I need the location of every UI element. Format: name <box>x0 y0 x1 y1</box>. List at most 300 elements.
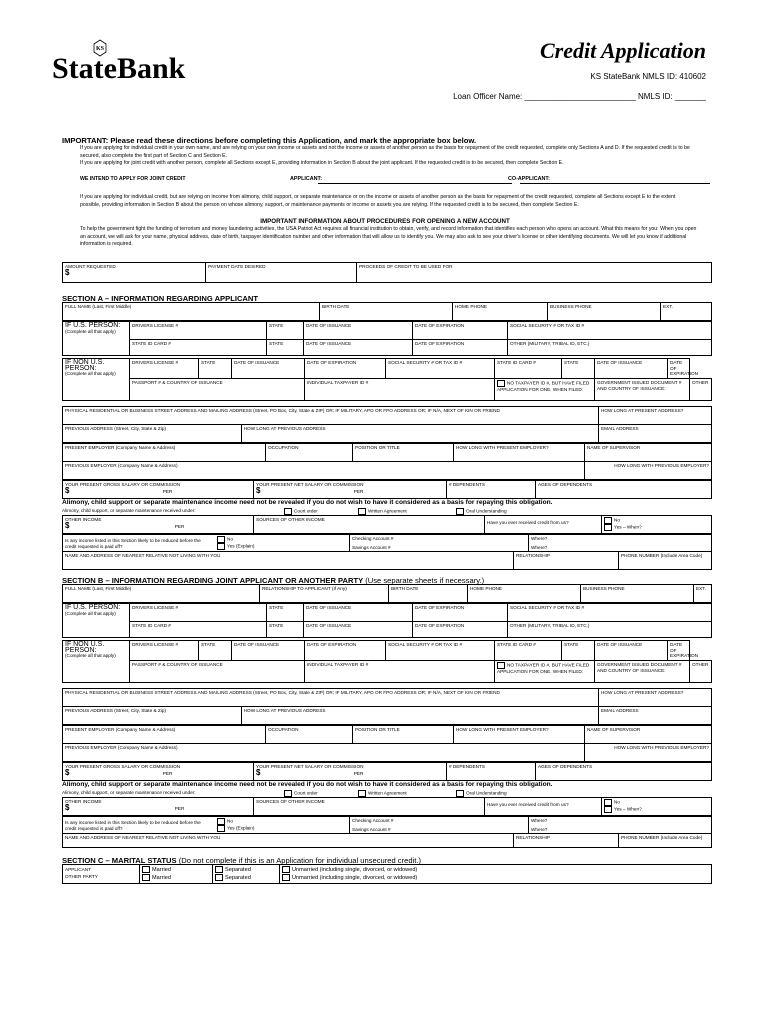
b-previous-employer-cell[interactable] <box>63 744 585 762</box>
a-drivers-license-cell[interactable] <box>130 322 267 340</box>
b-nonus-expiration-cell[interactable] <box>305 641 386 661</box>
b-ages-dependents-label: AGES OF DEPENDENTS <box>538 764 593 769</box>
b-ext-label: EXT. <box>696 586 706 591</box>
a-state-label: STATE <box>269 323 284 328</box>
b-state-label: STATE <box>269 605 284 610</box>
a-how-long-employer-cell[interactable] <box>454 444 585 462</box>
a-nonus-issuance-2-cell[interactable] <box>595 359 668 379</box>
section-a-title: SECTION A – INFORMATION REGARDING APPLICANT <box>62 294 259 303</box>
a-nonus-dl-label: DRIVERS LICENSE # <box>132 360 179 365</box>
b-sources-other-income-cell[interactable] <box>254 798 485 816</box>
intro-paragraph-2: If you are applying for joint credit with another person, complete all Sections except E, providing information in Section B about the joint applicant. If the requested credit is to be secured, then complete Section E. <box>80 160 564 166</box>
b-state-id-cell[interactable] <box>130 622 267 638</box>
intro-paragraph-4: To help the government fight the funding of terrorism and money laundering activities, the USA Patriot Act requires all financial institution to obtain, verify, and record information that identifies each person who opens an account. What this means for you: When you open an account, we will ask for your name, physical address, date of birth, taxpayer identification number and other information that will allow us to identify you. We may also ask to see your driver's license or other identifying documents. We will let you know if additional information is required. <box>80 226 697 248</box>
a-previous-employer-cell[interactable] <box>63 462 585 480</box>
applicant-married-label: Married <box>152 866 171 873</box>
a-how-long-present-label: HOW LONG AT PRESENT ADDRESS? <box>601 408 684 413</box>
applicant-separated-label: Separated <box>225 866 251 873</box>
intro-paragraph-3: If you are applying for individual credit, but are relying on income from alimony, child support, or separate maintenance or on the income or assets of another person as the basis for repayment of the credit requested, complete all Sections except E to the extent possible, providing information in Section B about the person on whose alimony, support, or maintenance payments or income or assets you are relying. If the requested credit is to be secured, then complete Section E. <box>80 194 676 208</box>
a-ages-dependents-label: AGES OF DEPENDENTS <box>538 482 593 487</box>
a-passport-label: PASSPORT # & COUNTRY OF ISSUANCE <box>132 380 223 385</box>
a-gross-per: PER <box>162 488 173 494</box>
applicant-label: APPLICANT: <box>290 176 323 182</box>
b-other-income-per: PER <box>174 805 185 811</box>
b-previous-employer-label: PREVIOUS EMPLOYER (Company Name & Address) <box>65 745 178 750</box>
amount-dollar: $ <box>65 267 70 277</box>
b-sources-other-income-label: SOURCES OF OTHER INCOME <box>256 799 325 804</box>
b-individual-taxpayer-label: INDIVIDUAL TAXPAYER ID # <box>307 662 369 667</box>
a-home-phone-cell[interactable] <box>453 303 548 321</box>
applicant-separated-checkbox[interactable] <box>215 866 223 873</box>
a-accounts-cell[interactable] <box>350 535 529 552</box>
a-net-per: PER <box>353 488 364 494</box>
b-ever-received-label: Have you ever received credit from us? <box>487 802 569 807</box>
a-checking-label: Checking Account # <box>352 536 394 541</box>
b-expiration-cell[interactable] <box>413 604 508 622</box>
a-individual-taxpayer-cell[interactable] <box>305 379 495 401</box>
a-income-reduced-no-label: No <box>227 536 233 542</box>
b-ever-received-no-checkbox[interactable] <box>604 799 612 806</box>
b-occupation-cell[interactable] <box>266 726 353 744</box>
a-ever-received-no-label: No <box>614 517 620 523</box>
a-occupation-label: OCCUPATION <box>268 445 299 450</box>
important-heading: IMPORTANT: Please read these directions before completing this Application, and mark the appropriate box below. <box>62 136 477 145</box>
b-expiration-2-label: DATE OF EXPIRATION <box>415 623 465 628</box>
a-state-2-label: STATE <box>269 341 284 346</box>
a-ext-cell[interactable] <box>661 303 712 321</box>
b-ever-received-options <box>602 798 712 816</box>
a-nearest-relative-cell[interactable] <box>63 552 514 570</box>
a-gross-dollar: $ <box>65 485 70 495</box>
amount-requested-cell[interactable] <box>63 263 206 283</box>
b-supervisor-label: NAME OF SUPERVISOR <box>587 727 641 732</box>
b-dependents-cell[interactable] <box>447 763 536 781</box>
a-nonus-ssn-cell[interactable] <box>386 359 495 379</box>
b-issuance-2-cell[interactable] <box>304 622 413 638</box>
section-a-block <box>62 302 712 580</box>
b-state-cell[interactable] <box>267 604 304 622</box>
proceeds-cell[interactable] <box>357 263 712 283</box>
b-court-order-checkbox[interactable] <box>284 790 292 797</box>
a-net-salary-label: YOUR PRESENT NET SALARY OR COMMISSION <box>256 482 364 487</box>
a-how-long-previous-cell[interactable] <box>241 425 598 443</box>
a-supervisor-label: NAME OF SUPERVISOR <box>587 445 641 450</box>
a-issuance-2-label: DATE OF ISSUANCE <box>306 341 352 346</box>
a-sources-other-income-label: SOURCES OF OTHER INCOME <box>256 517 325 522</box>
b-us-person-cell <box>63 604 130 638</box>
a-relationship-label: RELATIONSHIP <box>516 553 551 558</box>
b-previous-address-label: PREVIOUS ADDRESS (Street, City, State & Zip) <box>65 708 166 713</box>
b-no-taxpayer-checkbox[interactable] <box>497 662 505 669</box>
a-other-income-per: PER <box>174 523 185 529</box>
section-c-title: SECTION C – MARITAL STATUS <box>62 856 177 865</box>
b-where-1-label: Where? <box>531 818 548 823</box>
a-occupation-cell[interactable] <box>266 444 353 462</box>
a-passport-cell[interactable] <box>130 379 305 401</box>
other-separated-checkbox[interactable] <box>215 874 223 881</box>
a-other-military-label: OTHER (MILITARY, TRIBAL ID, ETC.) <box>510 341 590 346</box>
a-other-income-label: OTHER INCOME <box>65 517 102 522</box>
b-other-income-cell[interactable] <box>63 798 254 816</box>
b-occupation-label: OCCUPATION <box>268 727 299 732</box>
b-income-reduced-cell <box>63 817 216 834</box>
b-email-cell[interactable] <box>599 707 712 725</box>
b-non-us-complete-all: (Complete all that apply) <box>65 653 116 659</box>
b-full-name-label: FULL NAME (Last, First Middle) <box>65 586 132 591</box>
b-nonus-state-2-cell[interactable] <box>562 641 595 661</box>
a-supervisor-cell[interactable] <box>585 444 712 462</box>
b-no-taxpayer-cell[interactable] <box>495 661 595 683</box>
a-income-reduced-yes-checkbox[interactable] <box>217 543 225 550</box>
amount-requested-label: AMOUNT REQUESTED <box>65 264 116 269</box>
a-where-cell[interactable] <box>529 535 712 552</box>
a-dependents-label: # DEPENDENTS <box>449 482 485 487</box>
intro-paragraph-1: If you are applying for individual credit in your own name, and are relying on your own income or assets and not the income or assets of another person as the basis for repayment of the credit requested, complete only Sections A and D. If the requested credit is to be secured, also complete the first part of Section C and Section E. <box>80 145 690 159</box>
a-no-taxpayer-cell[interactable] <box>495 379 595 401</box>
marital-party-labels <box>63 865 140 884</box>
a-gov-doc-cell[interactable] <box>595 379 690 401</box>
a-ever-received-options <box>602 516 712 534</box>
a-nonus-state-cell[interactable] <box>199 359 232 379</box>
a-nonus-expiration-2-label: DATE OF EXPIRATION <box>670 360 699 377</box>
a-written-agreement-label: Written Agreement <box>368 508 407 514</box>
applicant-unmarried-checkbox[interactable] <box>282 866 290 873</box>
b-nonus-issuance-label: DATE OF ISSUANCE <box>234 642 280 647</box>
b-gross-per: PER <box>162 770 173 776</box>
other-unmarried-label: Unmarried (including single, divorced, or widowed) <box>292 874 418 881</box>
a-non-us-label: IF NON U.S. PERSON: <box>65 359 105 372</box>
b-other-income-dollar: $ <box>65 802 70 812</box>
a-how-long-prev-employer-cell[interactable] <box>585 462 712 480</box>
a-ever-received-yes-checkbox[interactable] <box>604 524 612 531</box>
a-nonus-issuance-label: DATE OF ISSUANCE <box>234 360 280 365</box>
a-issuance-label: DATE OF ISSUANCE <box>306 323 352 328</box>
b-nonus-state-id-label: STATE ID CARD # <box>497 642 536 647</box>
b-net-per: PER <box>353 770 364 776</box>
b-issuance-label: DATE OF ISSUANCE <box>306 605 352 610</box>
section-b-note: (Use separate sheets if necessary.) <box>365 576 485 585</box>
a-state-id-cell[interactable] <box>130 340 267 356</box>
marital-applicant-label: APPLICANT <box>65 867 92 872</box>
a-expiration-label: DATE OF EXPIRATION <box>415 323 465 328</box>
b-state-2-label: STATE <box>269 623 284 628</box>
a-phone-number-label: PHONE NUMBER (Include Area Code) <box>621 553 703 558</box>
b-written-agreement-checkbox[interactable] <box>358 790 366 797</box>
a-how-long-previous-label: HOW LONG AT PREVIOUS ADDRESS <box>243 426 326 431</box>
a-us-person-cell <box>63 322 130 356</box>
b-drivers-license-cell[interactable] <box>130 604 267 622</box>
a-state-id-label: STATE ID CARD # <box>132 341 171 346</box>
b-relationship-cell[interactable] <box>514 834 619 848</box>
a-position-label: POSITION OR TITLE <box>355 445 400 450</box>
a-other-income-cell[interactable] <box>63 516 254 534</box>
b-previous-address-cell[interactable] <box>63 707 242 725</box>
b-nonus-state-id-cell[interactable] <box>495 641 562 661</box>
a-nonus-expiration-label: DATE OF EXPIRATION <box>307 360 357 365</box>
b-other-label: OTHER <box>692 662 709 667</box>
b-nonus-state-2-label: STATE <box>564 642 579 647</box>
b-checking-label: Checking Account # <box>352 818 394 823</box>
a-nonus-issuance-cell[interactable] <box>232 359 305 379</box>
a-nonus-expiration-cell[interactable] <box>305 359 386 379</box>
a-ssn-label: SOCIAL SECURITY # OR TAX ID # <box>510 323 585 328</box>
other-married-checkbox[interactable] <box>142 874 150 881</box>
b-ages-dependents-cell[interactable] <box>536 763 712 781</box>
b-how-long-prev-employer-cell[interactable] <box>585 744 712 762</box>
a-home-phone-label: HOME PHONE <box>455 304 488 309</box>
a-physical-address-cell[interactable] <box>63 407 599 425</box>
b-ever-received-cell <box>485 798 602 816</box>
b-full-name-cell[interactable] <box>63 585 260 603</box>
b-expiration-2-cell[interactable] <box>413 622 508 638</box>
b-birth-date-cell[interactable] <box>389 585 468 603</box>
b-no-taxpayer-label: NO TAXPAYER ID #, BUT HAVE FILED APPLICATION FOR ONE. WHEN FILED: <box>497 662 590 674</box>
b-oral-understanding-checkbox[interactable] <box>456 790 464 797</box>
a-non-us-complete-all: (Complete all that apply) <box>65 371 116 377</box>
b-where-2-label: Where? <box>531 826 548 832</box>
b-where-cell[interactable] <box>529 817 712 834</box>
a-previous-address-cell[interactable] <box>63 425 242 443</box>
a-previous-address-label: PREVIOUS ADDRESS (Street, City, State & Zip) <box>65 426 166 431</box>
b-issuance-cell[interactable] <box>304 604 413 622</box>
co-applicant-signature-line[interactable] <box>520 183 710 184</box>
b-how-long-previous-cell[interactable] <box>241 707 598 725</box>
b-business-phone-cell[interactable] <box>581 585 694 603</box>
b-nearest-relative-label: NAME AND ADDRESS OF NEAREST RELATIVE NOT LIVING WITH YOU <box>65 835 221 840</box>
marital-status-table <box>62 864 712 884</box>
b-other-military-label: OTHER (MILITARY, TRIBAL ID, ETC.) <box>510 623 590 628</box>
b-accounts-cell[interactable] <box>350 817 529 834</box>
other-unmarried-checkbox[interactable] <box>282 874 290 881</box>
a-nonus-state-label: STATE <box>201 360 216 365</box>
b-non-us-label: IF NON U.S. PERSON: <box>65 641 105 654</box>
a-where-2-label: Where? <box>531 544 548 550</box>
b-nonus-issuance-cell[interactable] <box>232 641 305 661</box>
a-previous-employer-label: PREVIOUS EMPLOYER (Company Name & Address) <box>65 463 178 468</box>
b-nonus-expiration-label: DATE OF EXPIRATION <box>307 642 357 647</box>
b-gov-doc-cell[interactable] <box>595 661 690 683</box>
a-nonus-expiration-2-cell[interactable] <box>668 359 699 379</box>
a-phone-number-cell[interactable] <box>619 552 712 570</box>
b-physical-address-cell[interactable] <box>63 689 599 707</box>
payment-date-label: PAYMENT DATE DESIRED <box>208 264 266 269</box>
b-other-military-cell[interactable] <box>508 622 712 638</box>
section-c-note: (Do not complete if this is an Application for individual unsecured credit.) <box>178 856 422 865</box>
b-nonus-dl-label: DRIVERS LICENSE # <box>132 642 179 647</box>
b-savings-label: Savings Account # <box>352 826 391 832</box>
b-written-agreement-label: Written Agreement <box>368 790 407 796</box>
a-birth-date-cell[interactable] <box>320 303 453 321</box>
b-business-phone-label: BUSINESS PHONE <box>583 586 625 591</box>
a-ages-dependents-cell[interactable] <box>536 481 712 499</box>
b-present-employer-cell[interactable] <box>63 726 266 744</box>
a-net-dollar: $ <box>256 485 261 495</box>
a-drivers-license-label: DRIVERS LICENSE # <box>132 323 179 328</box>
b-net-salary-label: YOUR PRESENT NET SALARY OR COMMISSION <box>256 764 364 769</box>
a-oral-understanding-checkbox[interactable] <box>456 508 464 515</box>
applicant-signature-line[interactable] <box>318 183 512 184</box>
b-how-long-employer-cell[interactable] <box>454 726 585 744</box>
a-nonus-state-id-cell[interactable] <box>495 359 562 379</box>
a-gross-salary-cell[interactable] <box>63 481 254 499</box>
a-ever-received-label: Have you ever received credit from us? <box>487 520 569 525</box>
b-other-cell[interactable] <box>690 661 712 683</box>
page-title: Credit Application <box>539 38 706 63</box>
a-email-cell[interactable] <box>599 425 712 443</box>
b-income-reduced-options <box>215 817 350 834</box>
b-net-dollar: $ <box>256 767 261 777</box>
b-ext-cell[interactable] <box>694 585 712 603</box>
b-nonus-dl-cell[interactable] <box>130 641 199 661</box>
b-income-reduced-yes-checkbox[interactable] <box>217 825 225 832</box>
b-income-reduced-no-label: No <box>227 818 233 824</box>
b-us-complete-all: (Complete all that apply) <box>65 610 116 616</box>
a-issuance-cell[interactable] <box>304 322 413 340</box>
b-alimony-heading: Alimony, child support or separate maintenance income need not be revealed if you do not wish to have it considered as a basis for repaying this obligation. <box>62 781 553 788</box>
a-state-cell[interactable] <box>267 322 304 340</box>
a-expiration-cell[interactable] <box>413 322 508 340</box>
b-gross-salary-label: YOUR PRESENT GROSS SALARY OR COMMISSION <box>65 764 181 769</box>
a-how-long-present-cell[interactable] <box>599 407 712 425</box>
b-how-long-employer-label: HOW LONG WITH PRESENT EMPLOYER? <box>456 727 549 732</box>
loan-officer-field[interactable]: Loan Officer Name: _________________________ NMLS ID: _______ <box>453 92 706 101</box>
a-nonus-dl-cell[interactable] <box>130 359 199 379</box>
a-ssn-cell[interactable] <box>508 322 712 340</box>
a-nonus-state-id-label: STATE ID CARD # <box>497 360 536 365</box>
logo-small-text: KS <box>95 46 105 52</box>
b-dependents-label: # DEPENDENTS <box>449 764 485 769</box>
marital-married-col <box>140 865 213 884</box>
b-nonus-ssn-cell[interactable] <box>386 641 495 661</box>
payment-date-cell[interactable] <box>206 263 357 283</box>
a-nonus-state-2-cell[interactable] <box>562 359 595 379</box>
a-no-taxpayer-checkbox[interactable] <box>497 380 505 387</box>
logo-text: StateBank <box>52 52 186 85</box>
a-income-reduced-no-checkbox[interactable] <box>217 536 225 543</box>
a-where-1-label: Where? <box>531 536 548 541</box>
b-gross-dollar: $ <box>65 767 70 777</box>
b-home-phone-cell[interactable] <box>468 585 581 603</box>
a-savings-label: Savings Account # <box>352 544 391 550</box>
a-alimony-heading: Alimony, child support or separate maintenance income need not be revealed if you do not wish to have it considered as a basis for repaying this obligation. <box>62 499 553 506</box>
a-present-employer-cell[interactable] <box>63 444 266 462</box>
a-business-phone-cell[interactable] <box>548 303 661 321</box>
b-individual-taxpayer-cell[interactable] <box>305 661 495 683</box>
a-ever-received-yes-label: Yes – When? <box>614 524 642 530</box>
a-business-phone-label: BUSINESS PHONE <box>550 304 592 309</box>
b-nonus-state-cell[interactable] <box>199 641 232 661</box>
b-phone-number-label: PHONE NUMBER (Include Area Code) <box>621 835 703 840</box>
b-other-income-label: OTHER INCOME <box>65 799 102 804</box>
a-us-person-label: IF U.S. PERSON: <box>65 322 121 329</box>
b-nonus-issuance-2-cell[interactable] <box>595 641 668 661</box>
b-ssn-cell[interactable] <box>508 604 712 622</box>
a-present-employer-label: PRESENT EMPLOYER (Company Name & Address) <box>65 445 176 450</box>
marital-unmarried-col <box>280 865 712 884</box>
a-nonus-issuance-2-label: DATE OF ISSUANCE <box>597 360 643 365</box>
a-full-name-label: FULL NAME (Last, First Middle) <box>65 304 132 309</box>
a-how-long-prev-employer-label: HOW LONG WITH PREVIOUS EMPLOYER? <box>614 463 709 468</box>
a-oral-understanding-label: Oral Understanding <box>466 508 507 514</box>
b-relationship-label: RELATIONSHIP <box>516 835 551 840</box>
b-nonus-issuance-2-label: DATE OF ISSUANCE <box>597 642 643 647</box>
a-issuance-2-cell[interactable] <box>304 340 413 356</box>
b-non-us-cell <box>63 641 130 683</box>
b-ever-received-yes-checkbox[interactable] <box>604 806 612 813</box>
a-other-military-cell[interactable] <box>508 340 712 356</box>
a-other-cell[interactable] <box>690 379 712 401</box>
a-physical-address-label: PHYSICAL RESIDENTIAL OR BUSINESS STREET ADDRESS AND MAILING ADDRESS (Street, PO Box, City, State & ZIP) OR; IF MILITARY, APO OR FPO ADDRESS OR; IF N/A, NEXT OF KIN OR FRIEND <box>65 408 500 413</box>
a-ever-received-no-checkbox[interactable] <box>604 517 612 524</box>
a-nearest-relative-label: NAME AND ADDRESS OF NEAREST RELATIVE NOT LIVING WITH YOU <box>65 553 221 558</box>
b-relationship-applicant-cell[interactable] <box>260 585 389 603</box>
nmls-id: KS StateBank NMLS ID: 410602 <box>590 72 706 81</box>
other-separated-label: Separated <box>225 874 251 881</box>
other-married-label: Married <box>152 874 171 881</box>
b-phone-number-cell[interactable] <box>619 834 712 848</box>
b-state-2-cell[interactable] <box>267 622 304 638</box>
applicant-unmarried-label: Unmarried (including single, divorced, or widowed) <box>292 866 418 873</box>
a-court-order-label: Court order <box>294 508 318 514</box>
b-passport-cell[interactable] <box>130 661 305 683</box>
marital-other-party-label: OTHER PARTY <box>65 874 98 879</box>
a-sources-other-income-cell[interactable] <box>254 516 485 534</box>
a-net-salary-cell[interactable] <box>254 481 447 499</box>
b-alimony-received-label: Alimony, child support, or separate maintenance received under: <box>62 790 196 795</box>
b-how-long-previous-label: HOW LONG AT PREVIOUS ADDRESS <box>243 708 326 713</box>
b-how-long-prev-employer-label: HOW LONG WITH PREVIOUS EMPLOYER? <box>614 745 709 750</box>
b-oral-understanding-label: Oral Understanding <box>466 790 507 796</box>
section-b-block <box>62 584 712 850</box>
request-table <box>62 262 712 283</box>
a-full-name-cell[interactable] <box>63 303 320 321</box>
b-gov-doc-label: GOVERNMENT ISSUED DOCUMENT # AND COUNTRY OF ISSUANCE: <box>597 662 682 673</box>
a-dependents-cell[interactable] <box>447 481 536 499</box>
b-nearest-relative-cell[interactable] <box>63 834 514 848</box>
a-state-2-cell[interactable] <box>267 340 304 356</box>
a-expiration-2-cell[interactable] <box>413 340 508 356</box>
a-ext-label: EXT. <box>663 304 673 309</box>
b-income-reduced-no-checkbox[interactable] <box>217 818 225 825</box>
a-gov-doc-label: GOVERNMENT ISSUED DOCUMENT # AND COUNTRY OF ISSUANCE: <box>597 380 682 391</box>
b-relationship-applicant-label: RELATIONSHIP TO APPLICANT (If Any) <box>262 586 347 591</box>
b-how-long-present-cell[interactable] <box>599 689 712 707</box>
a-nonus-state-2-label: STATE <box>564 360 579 365</box>
b-position-cell[interactable] <box>353 726 454 744</box>
b-position-label: POSITION OR TITLE <box>355 727 400 732</box>
b-ever-received-no-label: No <box>614 799 620 805</box>
b-nonus-expiration-2-cell[interactable] <box>668 641 699 661</box>
marital-separated-col <box>213 865 280 884</box>
a-other-income-dollar: $ <box>65 520 70 530</box>
b-nonus-ssn-label: SOCIAL SECURITY # OR TAX ID # <box>388 642 463 647</box>
applicant-married-checkbox[interactable] <box>142 866 150 873</box>
a-court-order-checkbox[interactable] <box>284 508 292 515</box>
b-ever-received-yes-label: Yes – When? <box>614 806 642 812</box>
b-net-salary-cell[interactable] <box>254 763 447 781</box>
a-relationship-cell[interactable] <box>514 552 619 570</box>
b-birth-date-label: BIRTH DATE <box>391 586 419 591</box>
b-supervisor-cell[interactable] <box>585 726 712 744</box>
b-home-phone-label: HOME PHONE <box>470 586 503 591</box>
a-position-cell[interactable] <box>353 444 454 462</box>
a-income-reduced-options <box>215 535 350 552</box>
a-written-agreement-checkbox[interactable] <box>358 508 366 515</box>
procedures-heading: IMPORTANT INFORMATION ABOUT PROCEDURES FOR OPENING A NEW ACCOUNT <box>260 218 510 225</box>
a-non-us-cell <box>63 359 130 401</box>
a-ever-received-cell <box>485 516 602 534</box>
b-gross-salary-cell[interactable] <box>63 763 254 781</box>
